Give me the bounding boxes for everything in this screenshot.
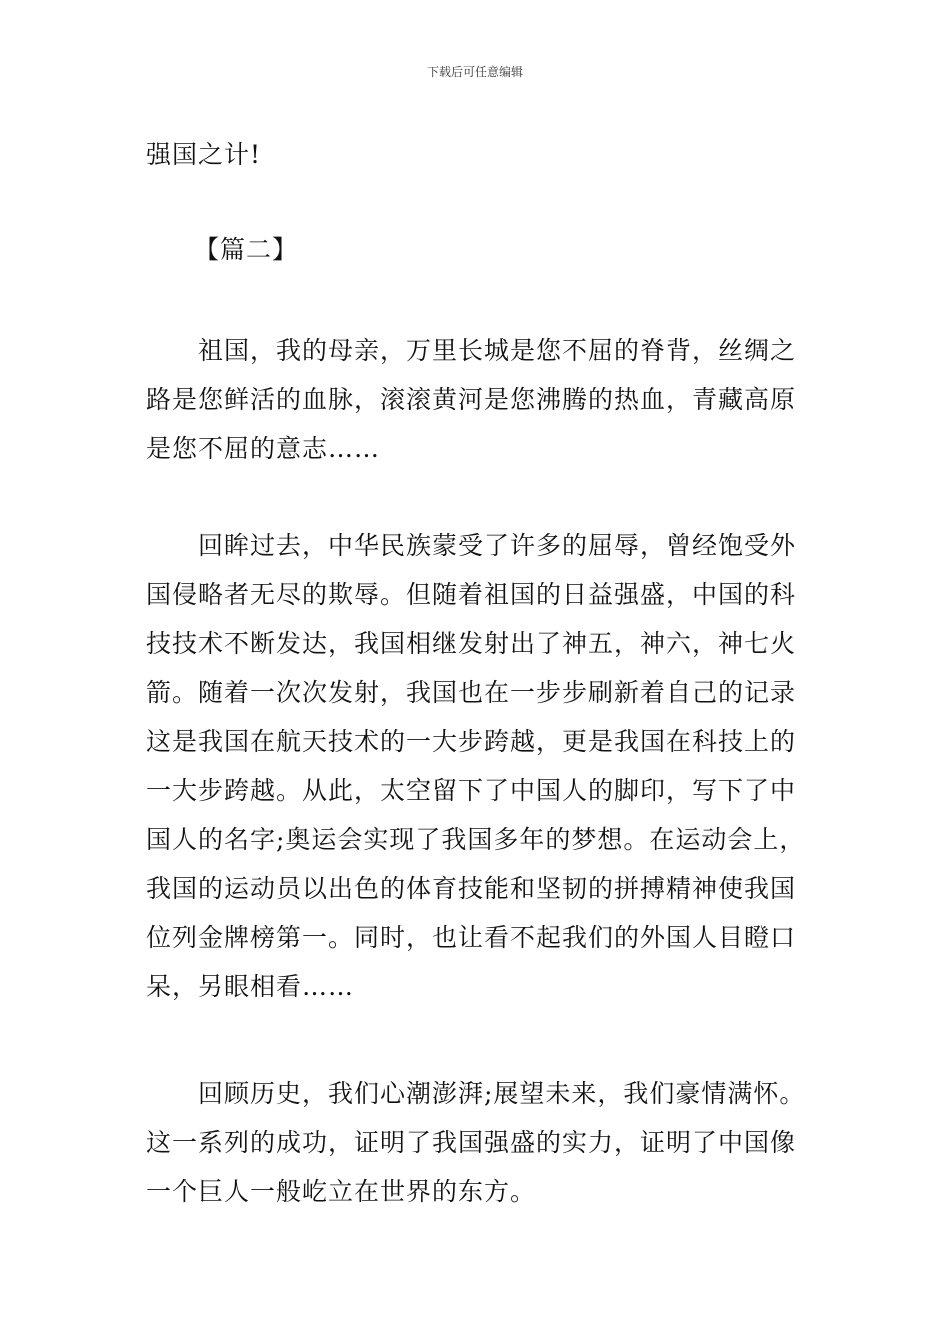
- paragraph-2: 回眸过去，中华民族蒙受了许多的屈辱，曾经饱受外国侵略者无尽的欺辱。但随着祖国的日益强盛，中国的科技技术不断发达，我国相继发射出了神五，神六，神七火箭。随着一次次发射，我国也在一步步刷新着自己的记录这是我国在航天技术的一大步跨越，更是我国在科技上的一大步跨越。从此，太空留下了中国人的脚印，写下了中国人的名字;奥运会实现了我国多年的梦想。在运动会上，我国的运动员以出色的体育技能和坚韧的拼搏精神使我国位列金牌榜第一。同时，也让看不起我们的外国人目瞪口呆，另眼相看……: [146, 531, 806, 1001]
- closing-line: 强国之计!: [146, 140, 262, 169]
- page-header: 下载后可任意编辑: [426, 65, 523, 79]
- paragraph-3: 回顾历史，我们心潮澎湃;展望未来，我们豪情满怀。这一系列的成功，证明了我国强盛的实力，证明了中国像一个巨人一般屹立在世界的东方。: [146, 1079, 806, 1206]
- paragraph-1: 祖国，我的母亲，万里长城是您不屈的脊背，丝绸之路是您鲜活的血脉，滚滚黄河是您沸腾的热血，青藏高原是您不屈的意志……: [146, 336, 797, 463]
- section-heading: 【篇二】: [194, 235, 299, 264]
